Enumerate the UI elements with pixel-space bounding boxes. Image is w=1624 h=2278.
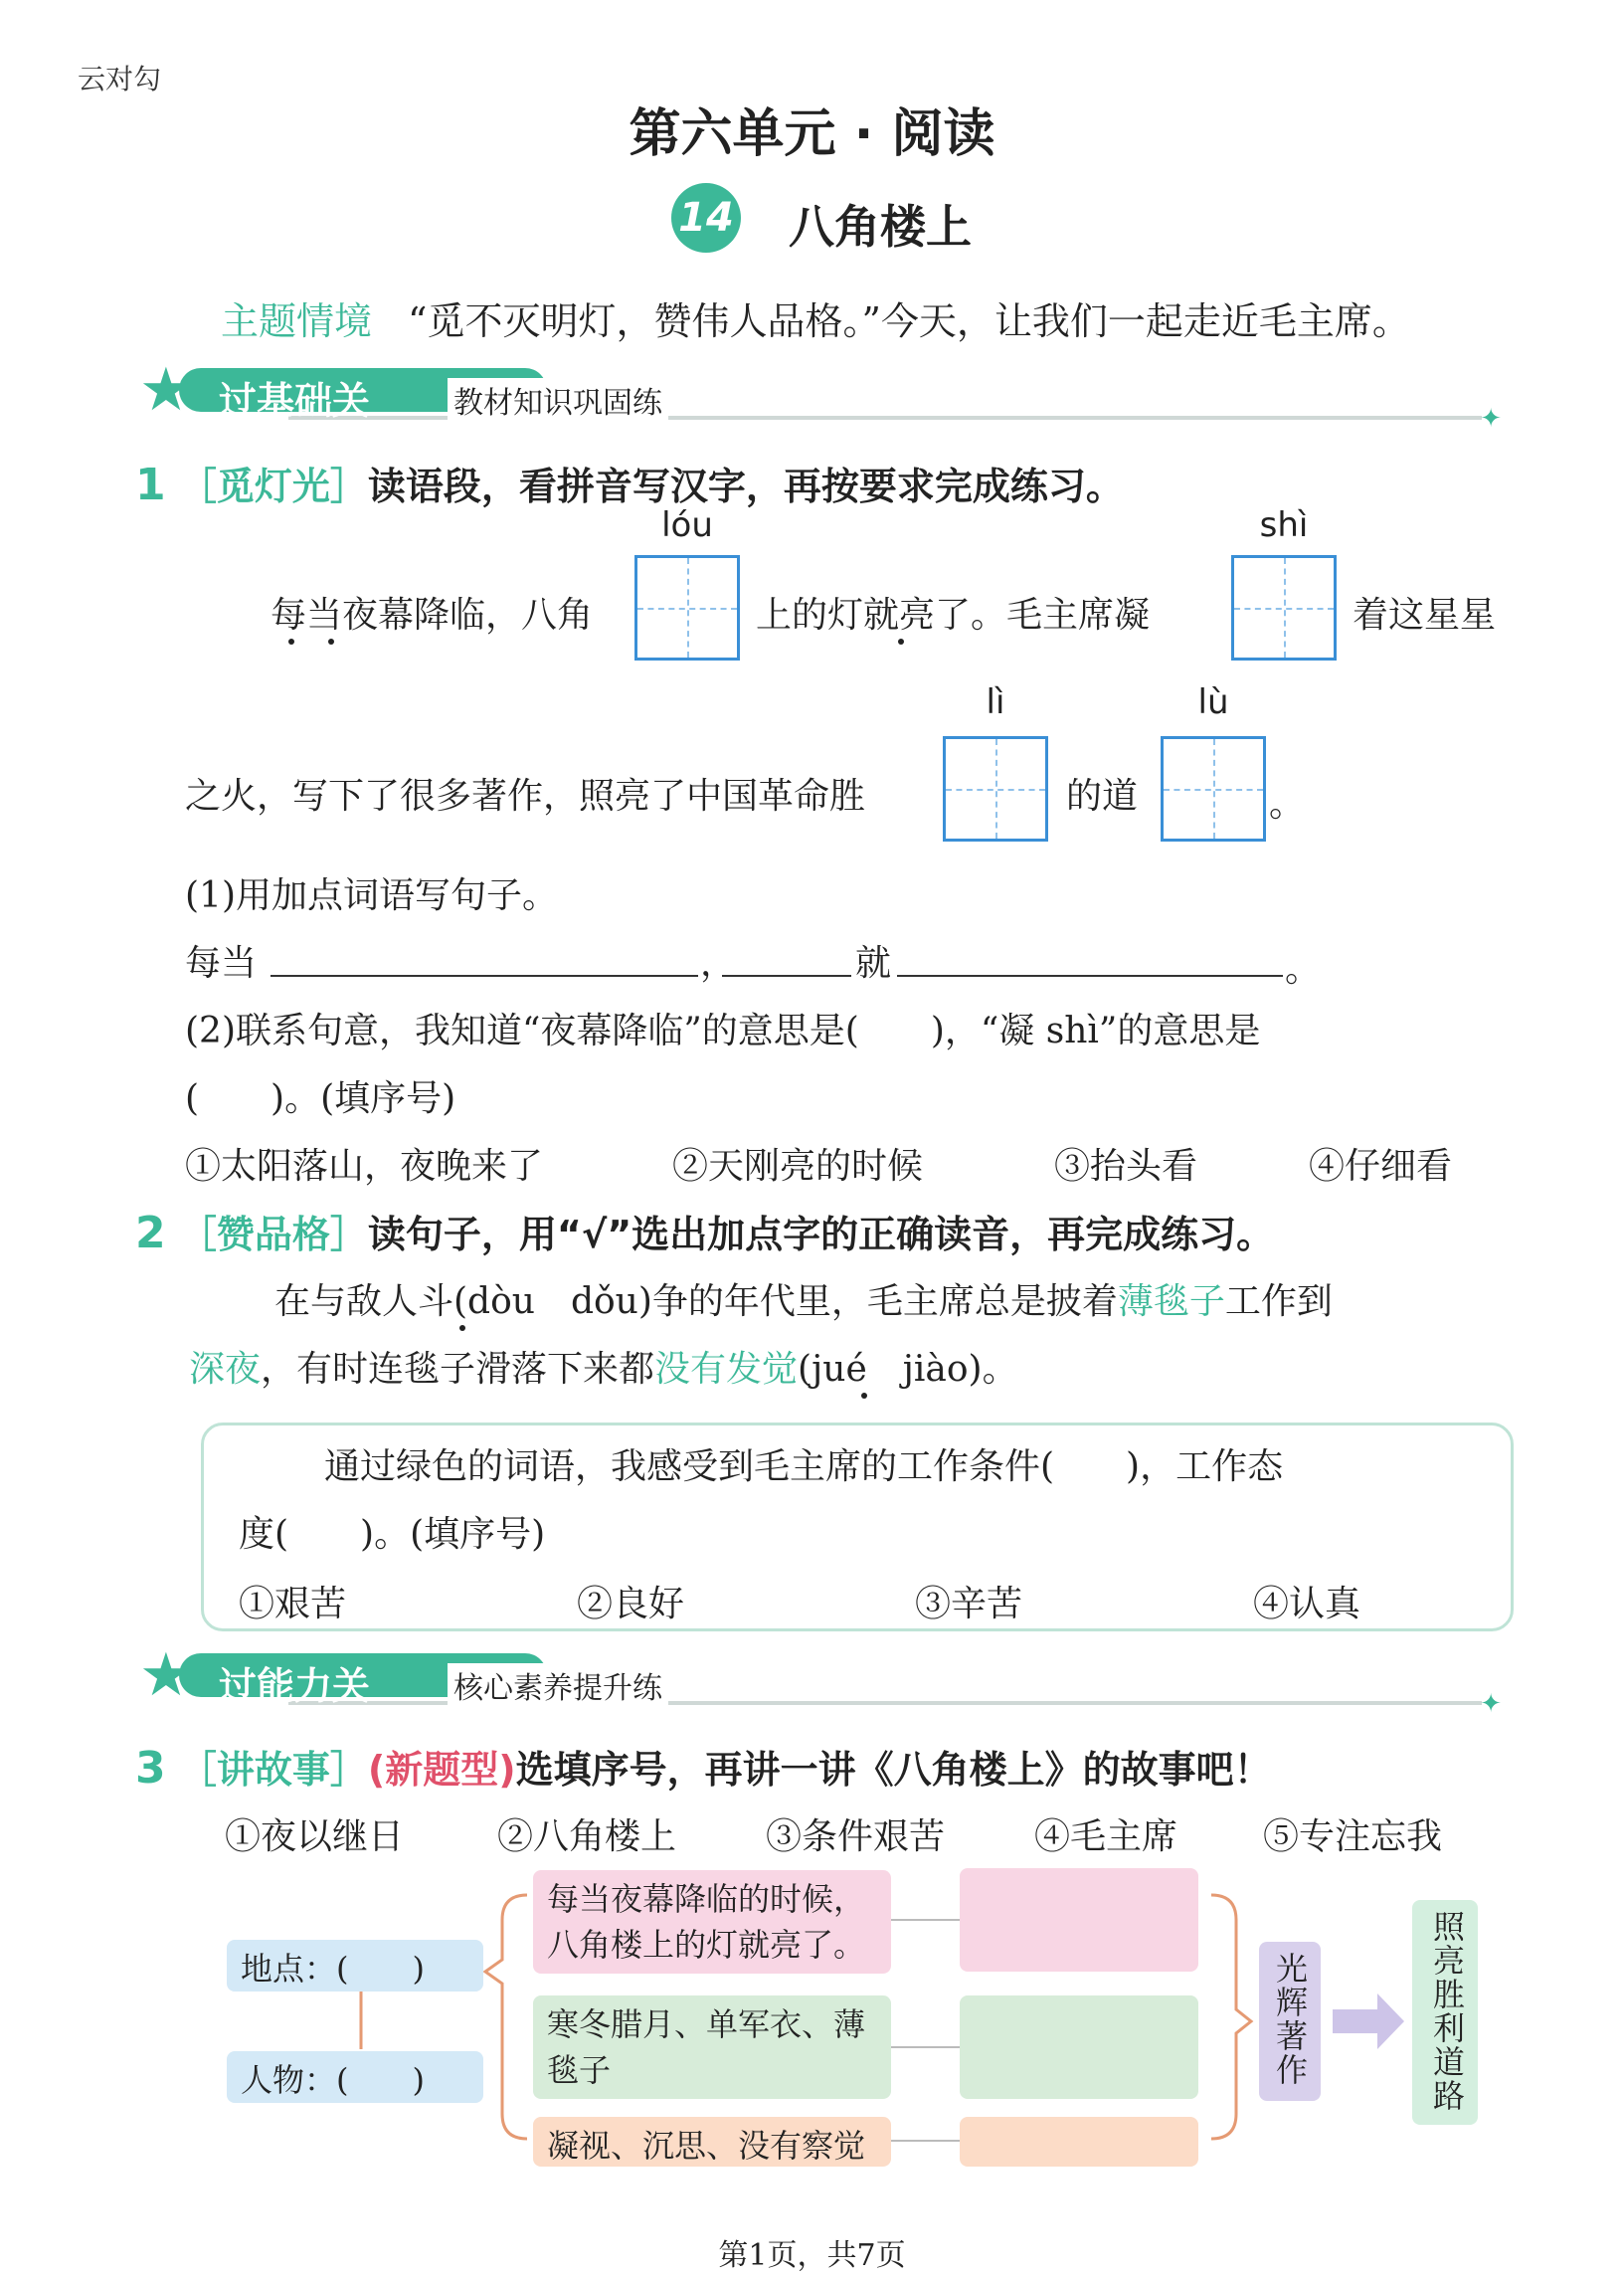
sentence-text: ，有时连毯子滑落下来都: [261, 1349, 655, 1390]
question-instruction: 读语段，看拼音写汉字，再按要求完成练习。: [367, 465, 1124, 508]
subquestion-2: (2)联系句意，我知道“夜幕降临”的意思是( )，“凝 shì”的意思是: [185, 1011, 1261, 1051]
frame-text: 度( )。(填序号): [239, 1514, 546, 1555]
green-phrase: 深夜: [189, 1349, 262, 1390]
star-mascot-icon: ★: [139, 1640, 193, 1710]
passage-text: 着这星星: [1353, 595, 1497, 636]
event-box-orange: 凝视、沉思、没有察觉: [533, 2117, 891, 2167]
section-subtitle: 核心素养提升练: [448, 1663, 668, 1707]
option: ③条件艰苦: [766, 1816, 946, 1857]
lesson-title: 八角楼上: [789, 200, 972, 254]
result-box: 照亮胜利道路: [1412, 1900, 1478, 2125]
frame-text: 通过绿色的词语，我感受到毛主席的工作条件( )，工作态: [324, 1446, 1284, 1487]
question-tag: ［讲故事］: [178, 1748, 368, 1792]
option: ④仔细看: [1309, 1146, 1453, 1187]
star-end-icon: ✦: [1480, 1689, 1502, 1719]
section-title: 过基础关: [219, 379, 371, 423]
star-mascot-icon: ★: [139, 355, 193, 425]
option: ②良好: [577, 1584, 685, 1624]
question-number: 1: [135, 460, 166, 510]
fill-label: 每当: [185, 943, 258, 984]
option: ①太阳落山，夜晚来了: [185, 1146, 544, 1187]
option: ⑤专注忘我: [1263, 1816, 1443, 1857]
fill-label: 。: [1285, 949, 1322, 990]
pinyin-label: shì: [1259, 505, 1309, 545]
works-box: 光辉著作: [1259, 1942, 1321, 2101]
subquestion-1: (1)用加点词语写句子。: [185, 875, 558, 916]
lesson-number-badge: 14: [671, 183, 741, 253]
fill-label: ，: [700, 943, 737, 984]
event-box-pink: 每当夜幕降临的时候，八角楼上的灯就亮了。: [533, 1870, 891, 1974]
green-phrase: 薄毯子: [1117, 1281, 1225, 1322]
question-tag: ［觅灯光］: [178, 465, 368, 508]
pinyin-label: lóu: [661, 505, 713, 545]
option: ③抬头看: [1054, 1146, 1198, 1187]
question-tag: ［赞品格］: [178, 1213, 368, 1256]
question-number: 3: [135, 1743, 166, 1794]
option: ②天刚亮的时候: [672, 1146, 924, 1187]
option: ④认真: [1253, 1584, 1361, 1624]
passage-text: 。: [1269, 784, 1306, 825]
unit-title: 第六单元 · 阅读: [629, 104, 995, 164]
option: ③辛苦: [915, 1584, 1023, 1624]
option: ①夜以继日: [225, 1816, 405, 1857]
section-title: 过能力关: [219, 1664, 371, 1708]
answer-box-orange[interactable]: [960, 2117, 1198, 2167]
sentence-text: 工作到: [1224, 1281, 1333, 1322]
sentence-text: (jué jiào)。: [798, 1349, 1018, 1390]
star-end-icon: ✦: [1480, 404, 1502, 434]
sentence-text: 在与敌人斗(dòu dǒu)争的年代里，毛主席总是披着: [274, 1281, 1118, 1322]
passage-text: 的道: [1066, 776, 1139, 817]
theme-text: “觅不灭明灯，赞伟人品格。”今天，让我们一起走近毛主席。: [408, 299, 1410, 343]
answer-box-green[interactable]: [960, 1995, 1198, 2099]
question-instruction: 选填序号，再讲一讲《八角楼上》的故事吧！: [515, 1748, 1272, 1792]
option: ①艰苦: [239, 1584, 347, 1624]
subquestion-2-cont: ( )。(填序号): [185, 1078, 456, 1119]
question-number: 2: [135, 1208, 166, 1258]
person-box: 人物：( ): [227, 2051, 483, 2103]
passage-text: 每当夜幕降临，八角: [271, 595, 594, 636]
pinyin-label: lù: [1197, 682, 1229, 722]
section-subtitle: 教材知识巩固练: [448, 378, 668, 422]
fill-label: 就: [855, 943, 892, 984]
brand-label: 云对勾: [78, 63, 162, 95]
answer-box-pink[interactable]: [960, 1868, 1198, 1972]
question-instruction: 读句子，用“√”选出加点字的正确读音，再完成练习。: [367, 1213, 1275, 1256]
green-phrase: 没有发觉: [654, 1349, 799, 1390]
page-footer: 第1页，共7页: [718, 2238, 906, 2273]
place-box: 地点：( ): [227, 1940, 483, 1992]
theme-label: 主题情境: [221, 299, 373, 343]
option: ②八角楼上: [497, 1816, 677, 1857]
new-type-label: (新题型): [367, 1748, 516, 1792]
passage-text: 之火，写下了很多著作，照亮了中国革命胜: [185, 776, 866, 817]
pinyin-label: lì: [986, 682, 1005, 722]
event-box-green: 寒冬腊月、单军衣、薄毯子: [533, 1995, 891, 2099]
passage-text: 上的灯就亮了。毛主席凝: [756, 595, 1151, 636]
option: ④毛主席: [1034, 1816, 1178, 1857]
